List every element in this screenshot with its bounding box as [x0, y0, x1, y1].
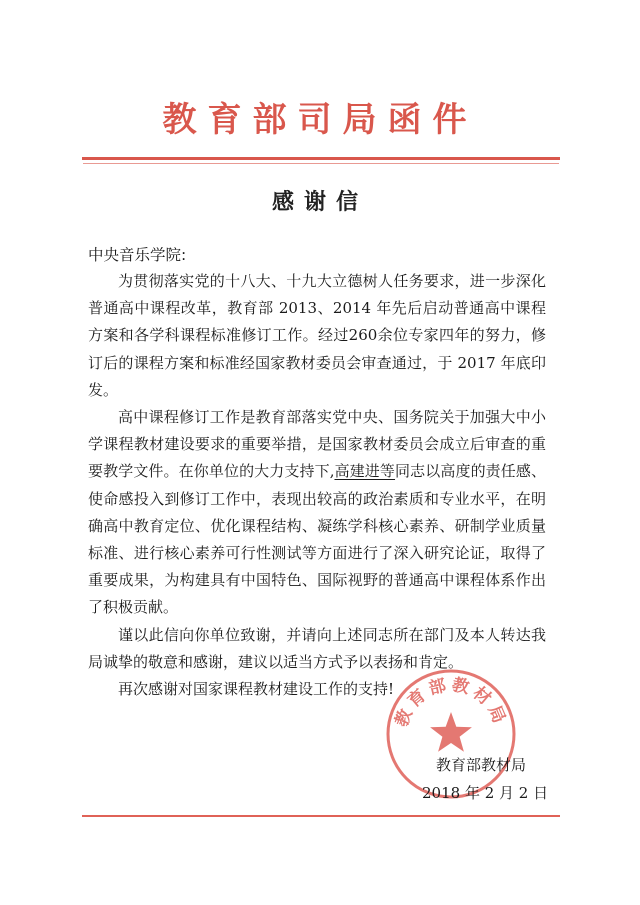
paragraph-2-part-1: 高中课程修订工作是教育部落实党中央、国务院关于加强大中小学课程教材建设要求的重要举措，是国家教材委员会成立后审查的重要教学文件。在你单位的大力支持下,: [88, 408, 546, 481]
issue-date: 2018 年 2 月 2 日: [422, 784, 549, 802]
paragraph-3: 谨以此信向你单位致谢，并请向上述同志所在部门及本人转达我局诚挚的敬意和感谢，建议以适当方式予以表扬和肯定。: [88, 625, 546, 671]
document-title: 感谢信: [271, 189, 368, 215]
honoree-name: 高建进等: [334, 462, 396, 481]
addressee: 中央音乐学院:: [88, 246, 187, 264]
paragraph-2-part-2: 同志以高度的责任感、使命感投入到修订工作中，表现出较高的政治素质和专业水平，在明确高中教育定位、优化课程结构、凝练学科核心素养、研制学业质量标准、进行核心素养可行性测试等方面进行了深入研究论证，取得了重要成果，为构建具有中国特色、国际视野的普通高中课程体系作出了积极贡献。: [88, 462, 546, 617]
letter-body: [88, 268, 546, 703]
letterhead-red-rule: [82, 157, 560, 160]
paragraph-2: [88, 404, 546, 622]
seal-star-icon: [430, 712, 472, 752]
footer-red-rule: [82, 815, 560, 817]
seal-text: 教育部教材局: [391, 674, 511, 730]
issuer-name: 教育部教材局: [436, 756, 527, 774]
letterhead-title: 教育部司局函件: [162, 100, 478, 140]
paragraph-4: 再次感谢对国家课程教材建设工作的支持!: [118, 680, 395, 699]
paragraph-1: 为贯彻落实党的十八大、十九大立德树人任务要求，进一步深化普通高中课程改革，教育部 2013、2014 年先后启动普通高中课程方案和各学科课程标准修订工作。经过260余位专家四年的努力，修订后的课程方案和标准经国家教材委员会审查通过，于 2017 年底印发。: [88, 272, 546, 399]
